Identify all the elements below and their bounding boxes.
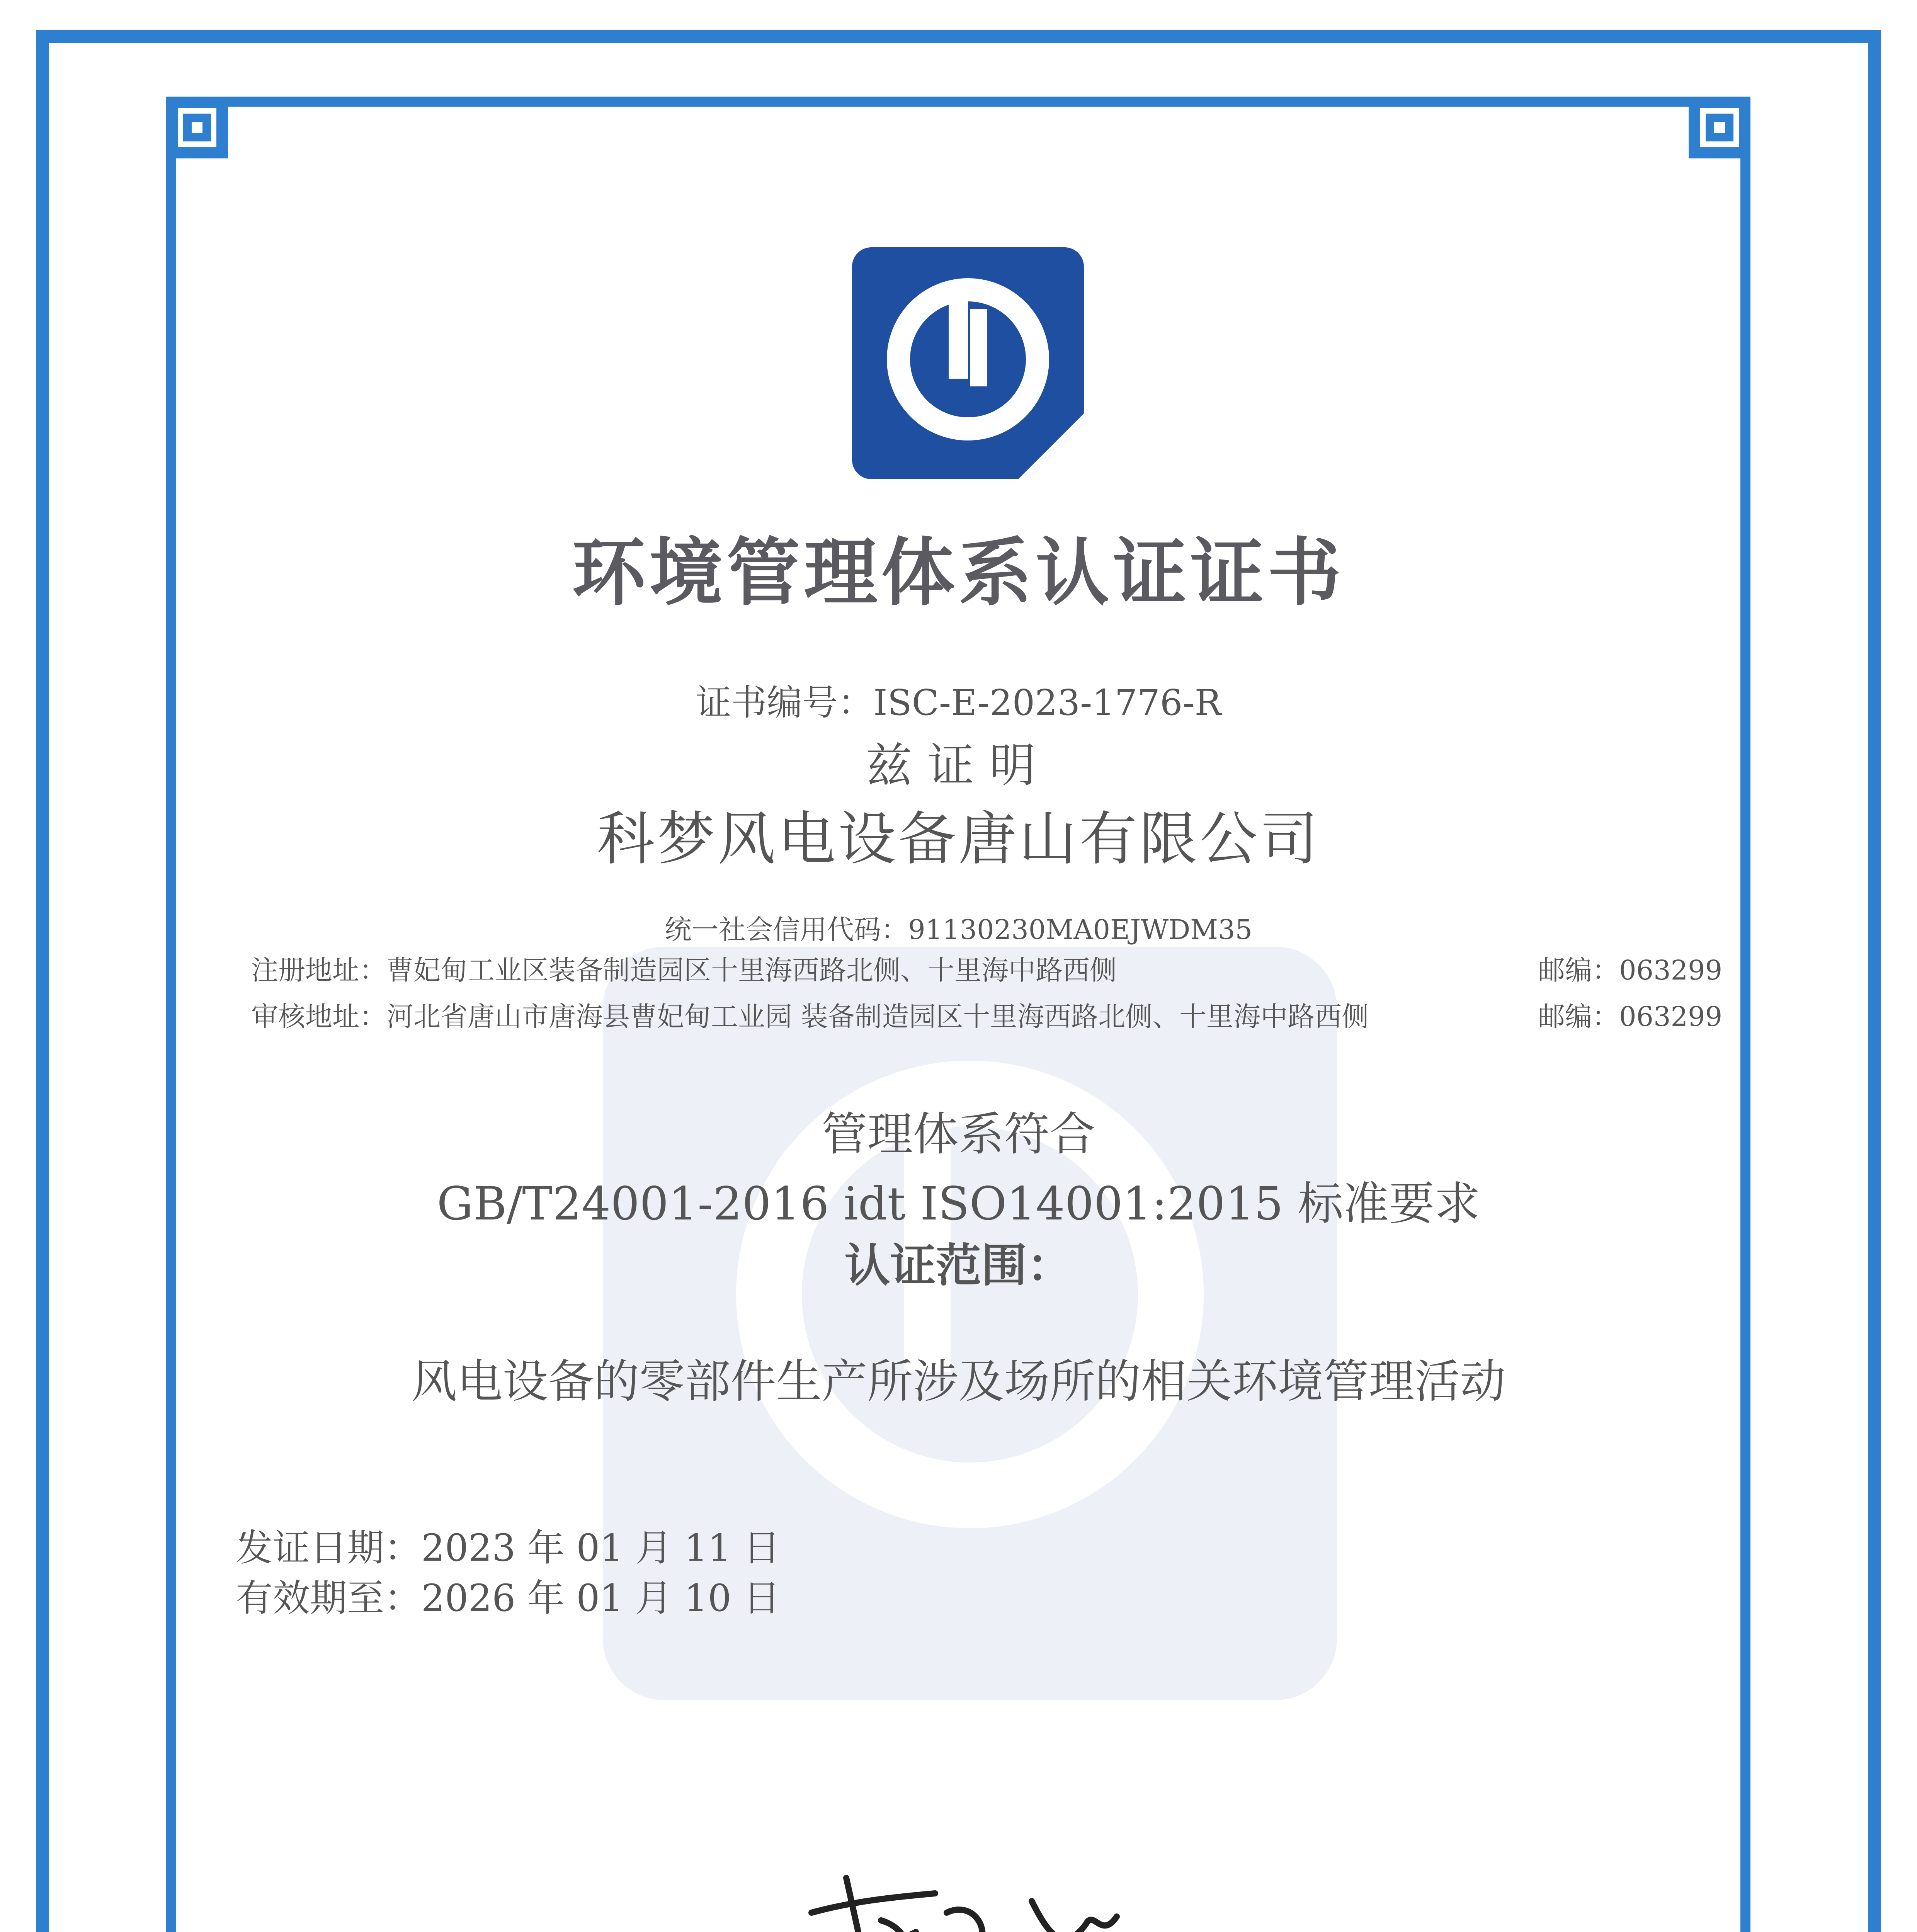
standard-requirement: GB/T24001-2016 idt ISO14001:2015 标准要求 — [437, 1177, 1480, 1230]
certification-scope: 风电设备的零部件生产所涉及场所的相关环境管理活动 — [411, 1355, 1506, 1408]
corner-ornament-top-right — [1689, 97, 1750, 158]
certificate-number: 证书编号：ISC-E-2023-1776-R — [696, 682, 1221, 723]
audit-address: 审核地址：河北省唐山市唐海县曹妃甸工业园 装备制造园区十里海西路北侧、十里海中路西侧 — [251, 1001, 1369, 1032]
certificate-title: 环境管理体系认证证书 — [572, 529, 1345, 616]
registered-postcode: 邮编：063299 — [1538, 954, 1723, 986]
scope-label: 认证范围： — [844, 1238, 1073, 1292]
conform-label: 管理体系符合 — [822, 1107, 1095, 1161]
audit-postcode: 邮编：063299 — [1538, 1001, 1723, 1032]
isc-logo-icon — [852, 247, 1084, 479]
valid-until: 有效期至：2026 年 01 月 10 日 — [236, 1577, 781, 1620]
company-name: 科梦风电设备唐山有限公司 — [597, 806, 1320, 873]
corner-ornament-top-left — [166, 97, 228, 158]
registered-address: 注册地址：曹妃甸工业区装备制造园区十里海西路北侧、十里海中路西侧 — [251, 954, 1117, 986]
handwritten-signature-icon — [754, 1855, 1124, 1932]
credit-code: 统一社会信用代码：91130230MA0EJWDM35 — [664, 914, 1253, 946]
hereby-certify: 兹证明 — [866, 739, 1051, 793]
issue-date: 发证日期：2023 年 01 月 11 日 — [236, 1526, 781, 1570]
